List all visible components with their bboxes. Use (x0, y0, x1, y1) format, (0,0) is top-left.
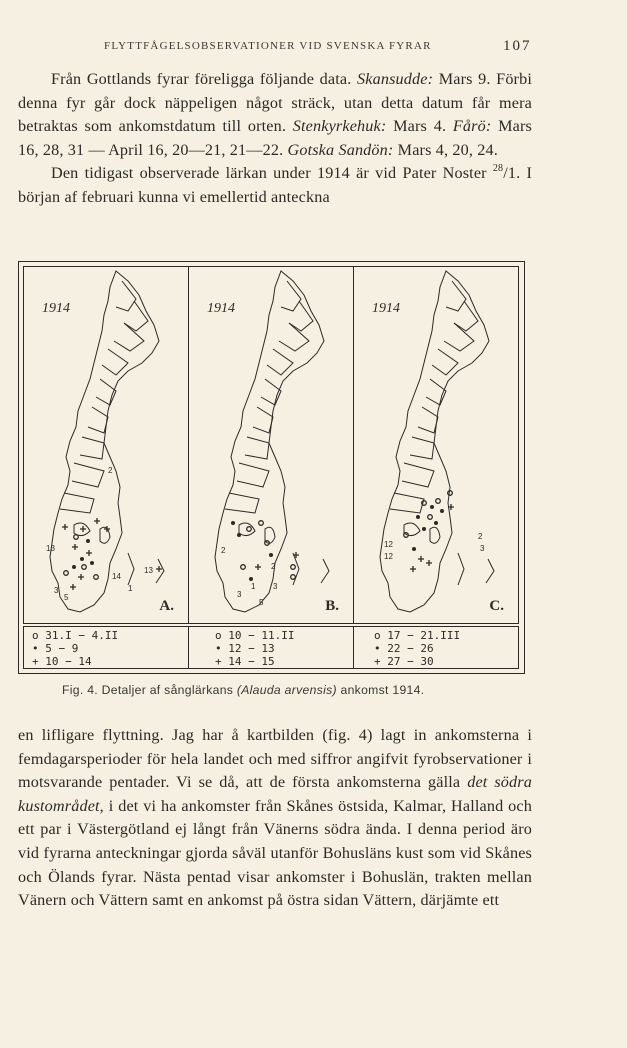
sweden-map-c (354, 267, 519, 624)
legend-b (188, 626, 354, 669)
figure-4 (18, 261, 525, 674)
body-text-top (18, 68, 532, 210)
map-panel-b (188, 266, 354, 624)
legend-a (23, 626, 189, 669)
lighthouse-count: 2 (221, 546, 226, 555)
lighthouse-count: 13 (46, 544, 55, 553)
legend-row-open-circle: o 31.I − 4.II (32, 629, 119, 642)
lighthouse-count: 14 (112, 572, 121, 581)
page-number: 107 (503, 38, 532, 54)
legend-row-dot: • 22 − 26 (374, 642, 434, 655)
lighthouse-count: 3 (480, 544, 485, 553)
map-year-label: 1914 (207, 301, 235, 316)
map-year-label: 1914 (372, 301, 400, 316)
lighthouse-count: 3 (54, 586, 59, 595)
figure-caption: Fig. 4. Detaljer af sånglärkans (Alauda arvensis) ankomst 1914. (62, 683, 425, 697)
lighthouse-count: 1 (251, 582, 256, 591)
lighthouse-count: 3 (237, 590, 242, 599)
sweden-map-a (24, 267, 189, 624)
legend-row-open-circle: o 10 − 11.II (215, 629, 295, 642)
lighthouse-count: 2 (108, 466, 113, 475)
lighthouse-count: 2 (271, 562, 276, 571)
paragraph-gotland: Från Gottlands fyrar föreligga följande data. Skansudde: Mars 9. Förbi denna fyr går dock näppeligen något sträck, utan detta datum får mera betraktas som ankomstdatum till orten. Stenkyrkehuk: Mars 4. Fårö: Mars 16, 28, 31 — April 16, 20—21, 21—22. Gotska Sandön: Mars 4, 20, 24. (18, 70, 533, 159)
legend-row-dot: • 12 − 13 (215, 642, 275, 655)
legend-row-open-circle: o 17 − 21.III (374, 629, 461, 642)
panel-letter: C. (489, 598, 504, 614)
panel-letter: B. (325, 598, 339, 614)
lighthouse-count: 1 (128, 584, 133, 593)
lighthouse-count: 5 (64, 593, 69, 602)
lighthouse-count: 2 (478, 532, 483, 541)
lighthouse-count: 5 (259, 598, 264, 607)
page-header (0, 40, 627, 60)
legend-c (353, 626, 519, 669)
running-head: FLYTTFÅGELSOBSERVATIONER VID SVENSKA FYRAR (104, 40, 432, 52)
map-panel-a (23, 266, 189, 624)
panel-letter: A. (159, 598, 174, 614)
paragraph-migration: en lifligare flyttning. Jag har å kartbilden (fig. 4) lagt in ankomsterna i femdagarsperioder för hela landet och med siffror angifvit fyrobservationer i motsvarande pentader. Vi se då, att de första ankomsterna gälla det södra kustområdet, i det vi ha ankomster från Skånes östsida, Kalmar, Halland och ett par i Västergötland ej långt från Vänerns södra ända. I denna period äro vid fyrarna anteckningar gjorda såväl utanför Bohusläns kust som vid Skånes och Ölands fyrar. Nästa pentad visar ankomster i Bohuslän, trakten mellan Vänern och Vättern samt en ankomst på östra sidan Vättern, därjämte ett (18, 726, 532, 910)
body-text-bottom (18, 724, 532, 913)
paragraph-pater-noster: Den tidigast observerade lärkan under 1914 är vid Pater Noster $^{28}$/1. I början af februari kunna vi emellertid anteckna (18, 162, 532, 206)
sweden-map-b (189, 267, 354, 624)
legend-row-dot: • 5 − 9 (32, 642, 79, 655)
lighthouse-count: 3 (273, 582, 278, 591)
lighthouse-count: 12 (384, 540, 393, 549)
map-year-label: 1914 (42, 301, 70, 316)
legend-row-cross: + 14 − 15 (215, 655, 275, 668)
map-panel-c (353, 266, 519, 624)
legend-row-cross: + 10 − 14 (32, 655, 92, 668)
legend-row-cross: + 27 − 30 (374, 655, 434, 668)
lighthouse-count: 13 (144, 566, 153, 575)
lighthouse-count: 12 (384, 552, 393, 561)
